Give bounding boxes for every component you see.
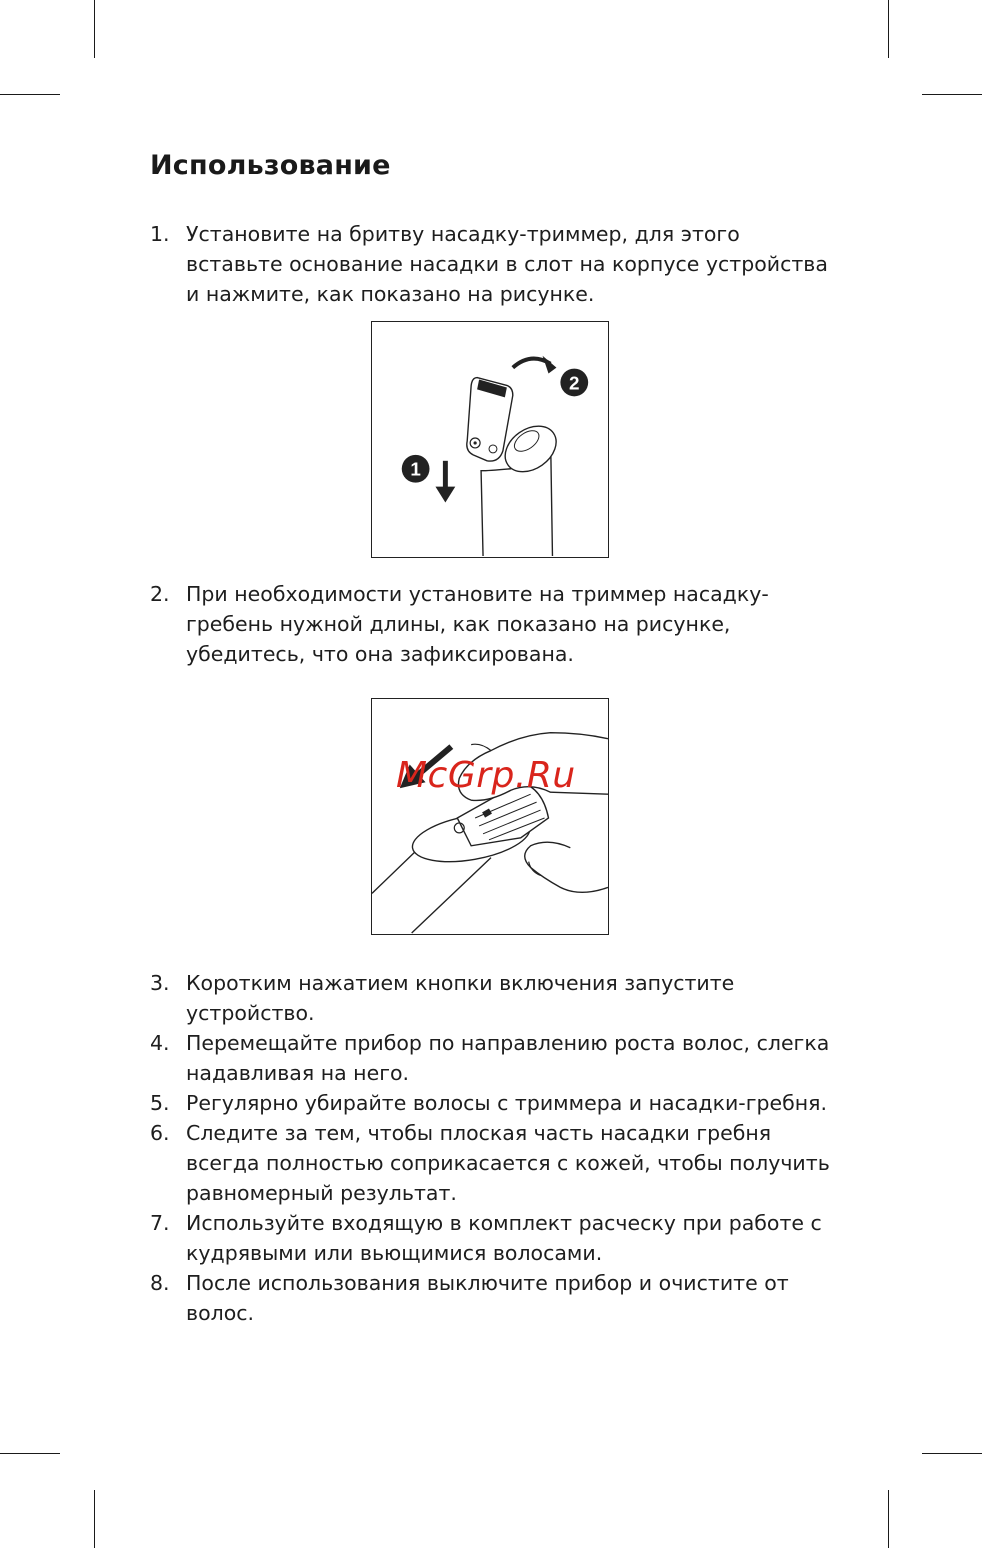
list-item (150, 1118, 840, 1208)
step-number: 2. (150, 582, 170, 606)
figure-comb-attach (371, 698, 609, 935)
step-number: 7. (150, 1211, 170, 1235)
step-text: Используйте входящую в комплект расческу при работе с кудрявыми или вьющимися волосами. (186, 1211, 822, 1265)
step-number: 6. (150, 1121, 170, 1145)
steps-list-1 (150, 219, 840, 309)
list-item (150, 579, 840, 669)
step-text: Установите на бритву насадку-триммер, для этого вставьте основание насадки в слот на корпусе устройства и нажмите, как показано на рисунке. (186, 222, 828, 306)
crop-mark (922, 1453, 982, 1454)
crop-mark (0, 1453, 60, 1454)
crop-mark (922, 94, 982, 95)
crop-mark (94, 0, 95, 58)
list-item (150, 1028, 840, 1088)
step-number: 5. (150, 1091, 170, 1115)
marker-2-label: 2 (569, 372, 580, 394)
step-number: 4. (150, 1031, 170, 1055)
step-text: Следите за тем, чтобы плоская часть насадки гребня всегда полностью соприкасается с кожей, чтобы получить равномерный результат. (186, 1121, 830, 1205)
step-text: Регулярно убирайте волосы с триммера и насадки-гребня. (186, 1091, 827, 1115)
crop-mark (94, 1490, 95, 1548)
step-number: 3. (150, 971, 170, 995)
step-number: 1. (150, 222, 170, 246)
step-text: При необходимости установите на триммер насадку-гребень нужной длины, как показано на рисунке, убедитесь, что она зафиксирована. (186, 582, 769, 666)
step-number: 8. (150, 1271, 170, 1295)
figure-trimmer-attach (371, 321, 609, 558)
step-text: После использования выключите прибор и очистите от волос. (186, 1271, 789, 1325)
marker-1-label: 1 (410, 458, 421, 480)
crop-mark (888, 0, 889, 58)
step-text: Коротким нажатием кнопки включения запустите устройство. (186, 971, 735, 1025)
steps-list-2 (150, 579, 840, 669)
list-item (150, 219, 840, 309)
crop-mark (0, 94, 60, 95)
watermark: McGrp.Ru (396, 755, 576, 796)
list-item (150, 1088, 840, 1118)
crop-mark (888, 1490, 889, 1548)
steps-list-3 (150, 968, 840, 1328)
list-item (150, 968, 840, 1028)
list-item (150, 1208, 840, 1268)
page-title: Использование (150, 150, 391, 181)
list-item (150, 1268, 840, 1328)
step-text: Перемещайте прибор по направлению роста волос, слегка надавливая на него. (186, 1031, 830, 1085)
